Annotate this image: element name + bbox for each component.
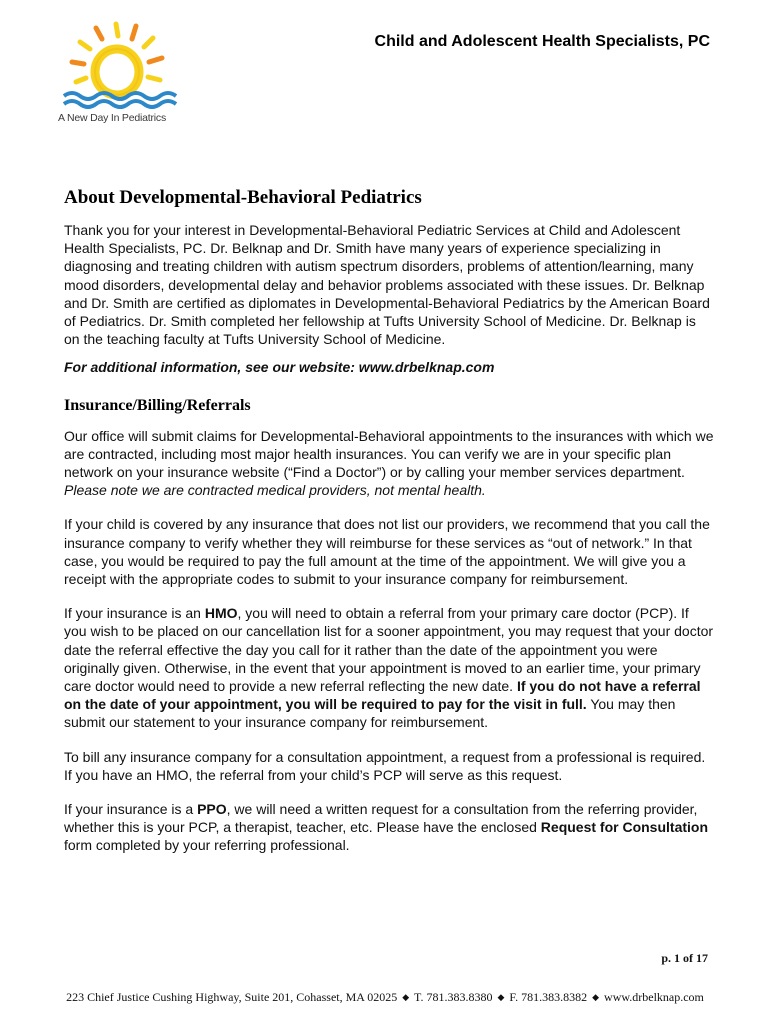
insurance-paragraph-1: Our office will submit claims for Developmental-Behavioral appointments to the insurances with which we are contracted, including most major health insurances. You can verify we are in your specific plan network on your insurance website (“Find a Doctor”) or by calling your member services department. Please note we are contracted medical providers, not mental health. xyxy=(64,427,714,499)
organization-name: Child and Adolescent Health Specialists, PC xyxy=(374,33,710,50)
hmo-paragraph: If your insurance is an HMO, you will need to obtain a referral from your primary care doctor (PCP). If you wish to be placed on our cancellation list for a sooner appointment, you may request that your doctor date the referral effective the day you call for it rather than the date of the appointment you were originally given. Otherwise, in the event that your appointment is moved to an earlier time, your primary care doctor would need to provide a new referral reflecting the new date. If you do not have a referral on the date of your appointment, you will be required to pay for the visit in full. You may then submit our statement to your insurance company for reimbursement. xyxy=(64,605,714,731)
logo-tagline: A New Day In Pediatrics xyxy=(58,112,167,124)
footer-contact xyxy=(0,990,770,1005)
hmo-term: HMO xyxy=(204,605,238,622)
separator-diamond-icon: ◆ xyxy=(497,992,505,1002)
separator-diamond-icon: ◆ xyxy=(402,992,410,1002)
insurance-heading: Insurance/Billing/Referrals xyxy=(64,396,251,414)
footer-fax: F. 781.383.8382 xyxy=(509,990,588,1004)
consultation-paragraph: To bill any insurance company for a consultation appointment, a request from a professional is required. If you have an HMO, the referral from your child’s PCP will serve as this request. xyxy=(64,748,706,783)
website-note: For additional information, see our website: www.drbelknap.com xyxy=(64,359,495,376)
request-form-name: Request for Consultation xyxy=(540,819,709,836)
footer-phone: T. 781.383.8380 xyxy=(414,990,493,1004)
referral-warning: If you do not have a referral on the date of your appointment, you will be required to pay for the visit in full. xyxy=(64,678,701,713)
about-heading: About Developmental-Behavioral Pediatrics xyxy=(64,187,422,208)
about-paragraph: Thank you for your interest in Developmental-Behavioral Pediatric Services at Child and Adolescent Health Specialists, PC. Dr. Belknap and Dr. Smith have many years of experience specializing in diagnosing and treating children with autism spectrum disorders, problems of attention/learning, many mood disorders, developmental delay and behavior problems associated with these issues. Dr. Belknap and Dr. Smith are certified as diplomates in Developmental-Behavioral Pediatrics by the American Board of Pediatrics. Dr. Smith completed her fellowship at Tufts University School of Medicine. Dr. Belknap is on the teaching faculty at Tufts University School of Medicine. xyxy=(64,222,710,348)
ppo-term: PPO xyxy=(197,801,227,818)
insurance-paragraph-2: If your child is covered by any insurance that does not list our providers, we recommend that you call the insurance company to verify whether they will reimburse for these services as “out of network.” In that case, you would be required to pay the full amount at the time of the appointment. We will give you a receipt with the appropriate codes to submit to your insurance company for reimbursement. xyxy=(64,516,710,588)
ppo-paragraph: If your insurance is a PPO, we will need a written request for a consultation from the referring provider, whether this is your PCP, a therapist, teacher, etc. Please have the enclosed Request for Consultation form completed by your referring professional. xyxy=(64,801,709,854)
document-body xyxy=(64,187,714,871)
mental-health-note: Please note we are contracted medical providers, not mental health. xyxy=(64,482,486,499)
footer-address: 223 Chief Justice Cushing Highway, Suite 201, Cohasset, MA 02025 xyxy=(66,990,398,1004)
separator-diamond-icon: ◆ xyxy=(592,992,600,1002)
footer-website-link[interactable]: www.drbelknap.com xyxy=(604,990,704,1004)
page-number: p. 1 of 17 xyxy=(661,951,708,965)
